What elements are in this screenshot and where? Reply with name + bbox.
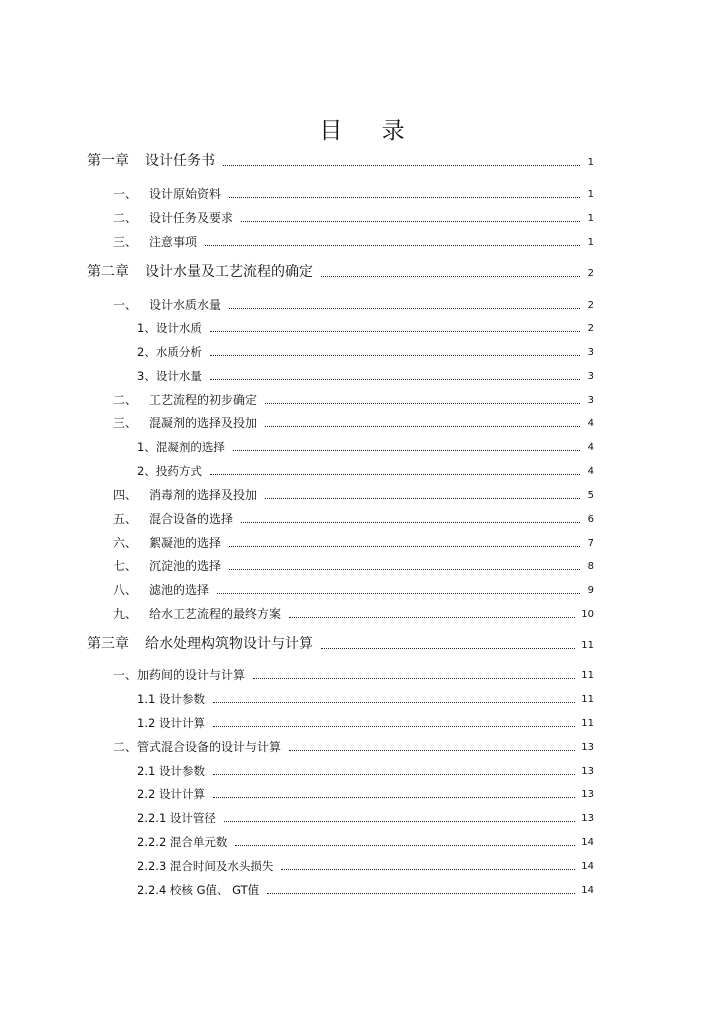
toc-entry-title: 1、混凝剂的选择 bbox=[137, 440, 225, 454]
toc-entry-label bbox=[113, 666, 245, 683]
toc-entry-number: 一、 bbox=[113, 187, 138, 201]
toc-entry[interactable] bbox=[113, 604, 594, 622]
dot-leader bbox=[210, 331, 580, 332]
toc-page-number: 5 bbox=[587, 490, 594, 501]
document-title: 目 录 bbox=[319, 118, 421, 144]
toc-page-number: 1 bbox=[587, 189, 594, 200]
toc-entry-title: 沉淀池的选择 bbox=[149, 559, 222, 573]
toc-entry-title: 2.2 设计计算 bbox=[137, 787, 205, 801]
toc-entry-title: 3、设计水量 bbox=[137, 369, 202, 383]
toc-entry-label bbox=[137, 786, 205, 802]
toc-entry-title: 絮凝池的选择 bbox=[149, 536, 222, 550]
toc-entry[interactable] bbox=[137, 761, 594, 779]
toc-chapter-entry[interactable] bbox=[87, 635, 594, 653]
toc-entry-number: 第二章 bbox=[87, 264, 129, 280]
toc-page-number: 11 bbox=[581, 718, 594, 729]
dot-leader bbox=[217, 593, 580, 594]
toc-page-number: 2 bbox=[587, 300, 594, 311]
toc-entry-title: 一、加药间的设计与计算 bbox=[113, 668, 246, 682]
toc-entry-title: 2.2.2 混合单元数 bbox=[137, 835, 228, 849]
toc-entry-label bbox=[113, 209, 233, 226]
toc-entry-title: 1.1 设计参数 bbox=[137, 692, 205, 706]
toc-page-number: 4 bbox=[587, 466, 594, 477]
toc-entry-title: 设计原始资料 bbox=[149, 187, 222, 201]
toc-entry[interactable] bbox=[113, 485, 594, 503]
toc-entry-label bbox=[113, 414, 257, 431]
toc-entry-number: 八、 bbox=[113, 583, 138, 597]
toc-entry-title: 设计任务及要求 bbox=[149, 211, 234, 225]
dot-leader bbox=[289, 617, 575, 618]
toc-entry-label bbox=[113, 557, 221, 574]
toc-entry-number: 第一章 bbox=[87, 153, 129, 169]
toc-entry-title: 2、水质分析 bbox=[137, 345, 202, 359]
toc-entry-title: 2.1 设计参数 bbox=[137, 764, 205, 778]
dot-leader bbox=[265, 426, 580, 427]
toc-entry-title: 2.2.1 设计管径 bbox=[137, 811, 216, 825]
toc-entry-label bbox=[137, 368, 202, 384]
toc-entry-number: 三、 bbox=[113, 235, 138, 249]
dot-leader bbox=[233, 450, 580, 451]
toc-entry-label bbox=[137, 320, 202, 336]
toc-entry[interactable] bbox=[113, 390, 594, 408]
toc-page-number: 14 bbox=[581, 837, 594, 848]
toc-entry-label bbox=[113, 233, 197, 250]
toc-page-number: 13 bbox=[581, 813, 594, 824]
toc-entry[interactable] bbox=[137, 880, 594, 898]
toc-entry[interactable] bbox=[113, 232, 594, 250]
toc-entry-title: 滤池的选择 bbox=[149, 583, 210, 597]
dot-leader bbox=[213, 774, 575, 775]
toc-page-number: 2 bbox=[587, 323, 594, 334]
toc-entry[interactable] bbox=[113, 665, 594, 683]
toc-page-number: 4 bbox=[587, 418, 594, 429]
toc-entry-title: 1、设计水质 bbox=[137, 321, 202, 335]
toc-entry-title: 1.2 设计计算 bbox=[137, 716, 205, 730]
toc-entry[interactable] bbox=[113, 184, 594, 202]
toc-entry-label bbox=[113, 391, 257, 408]
toc-entry[interactable] bbox=[137, 342, 594, 360]
dot-leader bbox=[213, 726, 575, 727]
toc-entry-label bbox=[137, 344, 202, 360]
toc-entry-label bbox=[137, 810, 216, 826]
toc-entry-title: 给水处理构筑物设计与计算 bbox=[145, 636, 313, 652]
toc-entry-label bbox=[87, 261, 313, 281]
dot-leader bbox=[265, 403, 580, 404]
toc-entry-title: 工艺流程的初步确定 bbox=[149, 393, 258, 407]
toc-page-number: 13 bbox=[581, 766, 594, 777]
dot-leader bbox=[213, 702, 575, 703]
toc-page-number: 4 bbox=[587, 442, 594, 453]
toc-page-number: 7 bbox=[587, 538, 594, 549]
toc-entry-title: 2、投药方式 bbox=[137, 464, 202, 478]
dot-leader bbox=[265, 498, 580, 499]
toc-entry-number: 五、 bbox=[113, 512, 138, 526]
toc-page-number: 1 bbox=[587, 237, 594, 248]
toc-entry-title: 注意事项 bbox=[149, 235, 198, 249]
toc-entry[interactable] bbox=[113, 295, 594, 313]
dot-leader bbox=[281, 869, 575, 870]
toc-entry-label bbox=[137, 463, 202, 479]
toc-page-number: 3 bbox=[587, 395, 594, 406]
toc-entry[interactable] bbox=[137, 784, 594, 802]
toc-page-number: 11 bbox=[581, 670, 594, 681]
toc-page-number: 9 bbox=[587, 585, 594, 596]
toc-page-number: 2 bbox=[587, 268, 594, 279]
toc-entry-label bbox=[87, 633, 313, 653]
toc-entry-label bbox=[137, 691, 205, 707]
toc-entry-label bbox=[113, 296, 221, 313]
dot-leader bbox=[229, 546, 580, 547]
toc-page-number: 8 bbox=[587, 561, 594, 572]
toc-entry-label bbox=[113, 534, 221, 551]
toc-entry-title: 混凝剂的选择及投加 bbox=[149, 416, 258, 430]
dot-leader bbox=[213, 797, 575, 798]
toc-entry[interactable] bbox=[113, 737, 594, 755]
toc-entry-title: 二、管式混合设备的设计与计算 bbox=[113, 740, 282, 754]
toc-page-number: 11 bbox=[581, 694, 594, 705]
toc-entry-number: 第三章 bbox=[87, 636, 129, 652]
toc-entry-label bbox=[113, 605, 281, 622]
toc-entry-label bbox=[87, 150, 215, 170]
dot-leader bbox=[321, 276, 580, 277]
toc-page-number: 6 bbox=[587, 514, 594, 525]
dot-leader bbox=[229, 308, 580, 309]
toc-page-number: 1 bbox=[587, 157, 594, 168]
toc-entry-title: 消毒剂的选择及投加 bbox=[149, 488, 258, 502]
toc-entry[interactable] bbox=[113, 580, 594, 598]
toc-entry-number: 四、 bbox=[113, 488, 138, 502]
toc-entry-number: 六、 bbox=[113, 536, 138, 550]
toc-page-number: 14 bbox=[581, 885, 594, 896]
toc-entry-label bbox=[137, 882, 259, 898]
dot-leader bbox=[210, 379, 580, 380]
toc-entry[interactable] bbox=[137, 832, 594, 850]
toc-page-number: 10 bbox=[581, 609, 594, 620]
dot-leader bbox=[241, 522, 580, 523]
dot-leader bbox=[321, 648, 575, 649]
toc-entry[interactable] bbox=[113, 509, 594, 527]
toc-entry[interactable] bbox=[113, 533, 594, 551]
toc-page-number: 1 bbox=[587, 213, 594, 224]
dot-leader bbox=[224, 821, 575, 822]
toc-entry-title: 设计水质水量 bbox=[149, 298, 222, 312]
toc-entry-number: 二、 bbox=[113, 211, 138, 225]
toc-entry-title: 2.2.3 混合时间及水头损失 bbox=[137, 859, 274, 873]
toc-entry-label bbox=[113, 185, 221, 202]
dot-leader bbox=[210, 355, 580, 356]
dot-leader bbox=[210, 474, 580, 475]
toc-entry-number: 九、 bbox=[113, 607, 138, 621]
toc-entry-title: 混合设备的选择 bbox=[149, 512, 234, 526]
toc-chapter-entry[interactable] bbox=[87, 152, 594, 170]
toc-entry-label bbox=[113, 510, 233, 527]
dot-leader bbox=[223, 165, 580, 166]
toc-entry[interactable] bbox=[137, 856, 594, 874]
dot-leader bbox=[229, 569, 580, 570]
toc-entry-label bbox=[137, 834, 227, 850]
toc-entry-label bbox=[137, 439, 225, 455]
toc-entry[interactable] bbox=[137, 366, 594, 384]
toc-page-number: 11 bbox=[581, 640, 594, 651]
toc-entry-label bbox=[137, 763, 205, 779]
toc-entry[interactable] bbox=[137, 437, 594, 455]
dot-leader bbox=[241, 221, 580, 222]
toc-entry-number: 三、 bbox=[113, 416, 138, 430]
toc-entry-label bbox=[137, 858, 273, 874]
dot-leader bbox=[267, 893, 575, 894]
toc-entry-number: 二、 bbox=[113, 393, 138, 407]
toc-entry[interactable] bbox=[113, 556, 594, 574]
toc-entry[interactable] bbox=[137, 318, 594, 336]
dot-leader bbox=[235, 845, 575, 846]
toc-page-number: 3 bbox=[587, 371, 594, 382]
toc-entry-title: 给水工艺流程的最终方案 bbox=[149, 607, 282, 621]
toc-page-number: 13 bbox=[581, 742, 594, 753]
toc-entry-number: 七、 bbox=[113, 559, 138, 573]
toc-page-number: 13 bbox=[581, 789, 594, 800]
toc-entry-label bbox=[113, 738, 281, 755]
toc-entry-title: 设计水量及工艺流程的确定 bbox=[145, 264, 313, 280]
toc-entry-label bbox=[137, 715, 205, 731]
dot-leader bbox=[205, 245, 580, 246]
toc-entry[interactable] bbox=[137, 808, 594, 826]
toc-entry-title: 设计任务书 bbox=[145, 153, 215, 169]
dot-leader bbox=[289, 750, 575, 751]
toc-entry[interactable] bbox=[137, 461, 594, 479]
toc-page-number: 3 bbox=[587, 347, 594, 358]
toc-entry[interactable] bbox=[137, 689, 594, 707]
dot-leader bbox=[253, 678, 575, 679]
toc-entry-label bbox=[113, 486, 257, 503]
dot-leader bbox=[229, 197, 580, 198]
toc-entry-title: 2.2.4 校核 G值、 GT值 bbox=[137, 883, 260, 897]
toc-page-number: 14 bbox=[581, 861, 594, 872]
toc-entry[interactable] bbox=[113, 208, 594, 226]
toc-entry[interactable] bbox=[137, 713, 594, 731]
toc-chapter-entry[interactable] bbox=[87, 263, 594, 281]
toc-entry-number: 一、 bbox=[113, 298, 138, 312]
toc-entry-label bbox=[113, 581, 209, 598]
toc-entry[interactable] bbox=[113, 413, 594, 431]
